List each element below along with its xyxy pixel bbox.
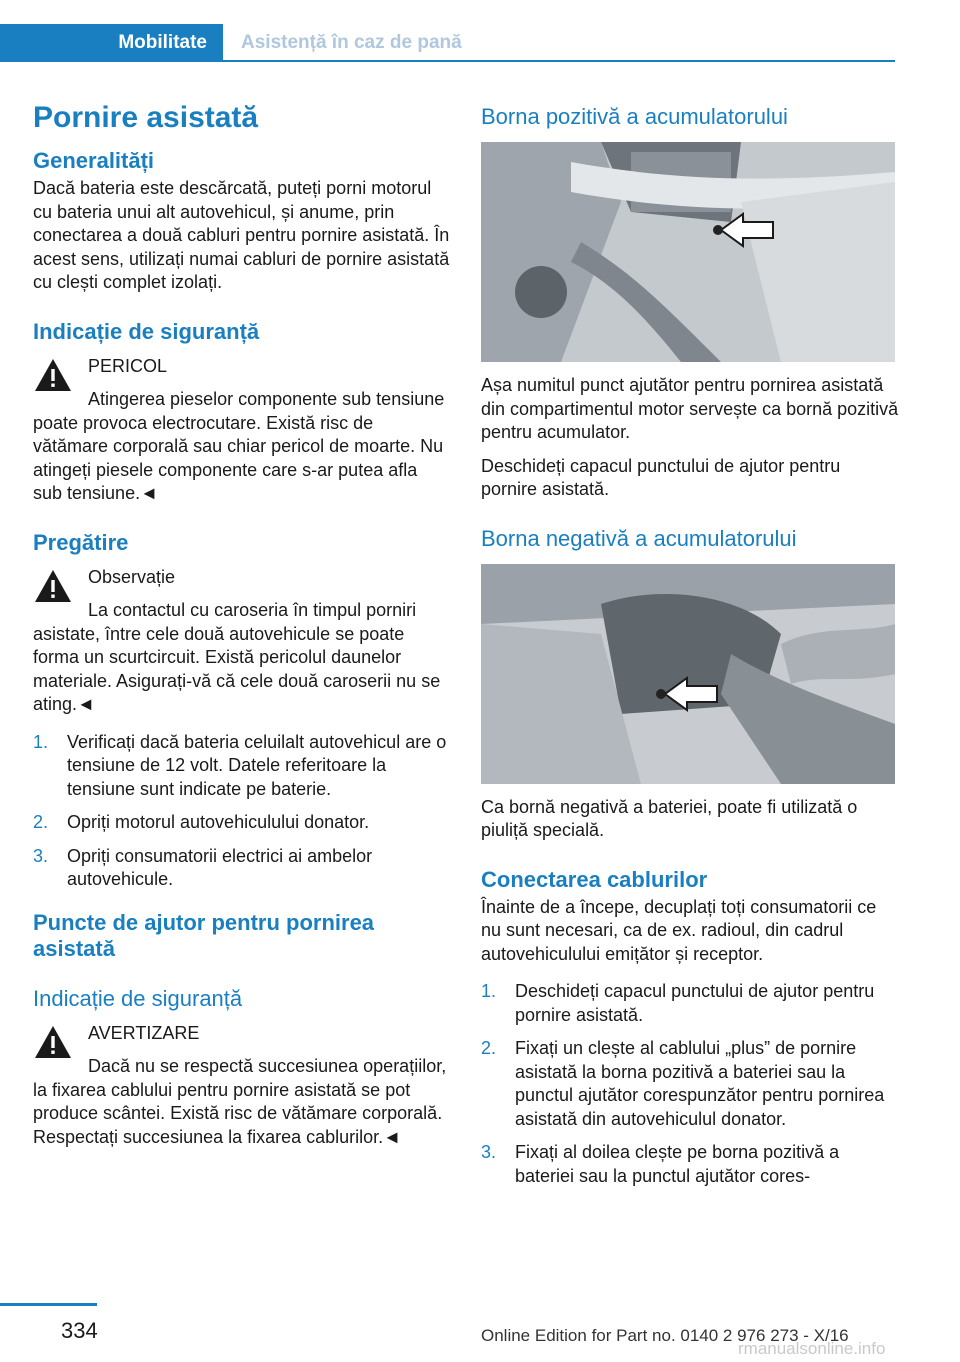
connect-text: Înainte de a începe, decuplați toți consumatorii ce nu sunt necesari, ca de ex. radioul, din cadrul autovehiculului emițător și receptor. <box>481 896 877 964</box>
points-heading: Puncte de ajutor pentru pornirea asistată <box>33 909 375 961</box>
warning-title: PERICOL <box>88 355 168 376</box>
safety-heading: Indicație de siguranță <box>33 318 260 344</box>
warning-notice <box>33 566 451 717</box>
page-number: 334 <box>61 1318 98 1343</box>
right-column <box>481 98 899 1198</box>
step-number: 2. <box>481 1038 497 1058</box>
step-text: Fixați un clește al cablului „plus” de pornire asistată la borna pozitivă a bateriei sau la punctul ajutător corespunzător pentru pornirea asistată din autovehiculul donator. <box>515 1038 885 1129</box>
step-number: 1. <box>33 731 49 752</box>
step-number: 3. <box>33 845 49 866</box>
warning-triangle-icon <box>33 568 73 604</box>
step-text: Verificați dacă bateria celuilalt autovehicul are o tensiune de 12 volt. Datele referitoare la tensiune sunt indicate pe baterie. <box>67 731 447 799</box>
negative-terminal-photo <box>481 564 895 784</box>
positive-terminal-photo <box>481 142 895 362</box>
connect-heading: Conectarea cablurilor <box>481 866 708 892</box>
left-column <box>33 98 451 1149</box>
step-text: Fixați al doilea clește pe borna pozitivă a bateriei sau la punctul ajutător cores- <box>515 1142 840 1186</box>
warning-triangle-icon <box>33 357 73 393</box>
prep-steps <box>33 731 451 892</box>
header-section-tab <box>0 24 223 62</box>
step-text: Deschideți capacul punctului de ajutor pentru pornire asistată. <box>515 981 875 1025</box>
edition-text: Online Edition for Part no. 0140 2 976 273 - X/16 <box>481 1326 849 1345</box>
watermark-text: rmanualsonline.info <box>738 1339 886 1358</box>
footer-rule <box>0 1303 97 1306</box>
list-item <box>481 1141 899 1188</box>
list-item <box>33 731 451 802</box>
step-number: 1. <box>481 981 497 1001</box>
negative-terminal-heading: Borna negativă a acumulatorului <box>481 525 797 551</box>
header-rule <box>0 60 895 62</box>
header-section-label: Mobilitate <box>118 32 207 53</box>
step-text: Opriți consumatorii electrici ai ambelor autovehicule. <box>67 845 373 889</box>
header-subsection: Asistență în caz de pană <box>241 32 462 53</box>
general-heading: Generalități <box>33 148 155 173</box>
warning-danger <box>33 355 451 506</box>
positive-terminal-text: Așa numitul punct ajutător pentru pornirea asistată din compartimentul motor servește ca bornă pozitivă pentru acumulator. <box>481 375 899 442</box>
list-item <box>481 1037 899 1131</box>
engine-bay-image <box>481 564 895 784</box>
warning-title: AVERTIZARE <box>88 1022 200 1043</box>
engine-bay-image <box>481 142 895 362</box>
list-item <box>33 845 451 892</box>
warning-caution <box>33 1022 451 1150</box>
warning-text: Atingerea pieselor componente sub tensiune poate provoca electrocutare. Există risc de vătămare corporală sau chiar pericol de moarte. Nu atingeți piesele componente care s-ar putea afla sub tensiune.◄ <box>33 389 445 503</box>
prep-heading: Pregătire <box>33 529 129 555</box>
negative-terminal-text: Ca bornă negativă a bateriei, poate fi utilizată o piuliță specială. <box>481 796 858 840</box>
warning-title: Observație <box>88 566 176 587</box>
safety2-heading: Indicație de siguranță <box>33 985 243 1011</box>
positive-terminal-text-2: Deschideți capacul punctului de ajutor pentru pornire asistată. <box>481 455 841 499</box>
page-title: Pornire asistată <box>33 101 259 134</box>
connect-steps <box>481 980 899 1188</box>
list-item <box>33 811 451 835</box>
step-number: 3. <box>481 1142 497 1162</box>
step-text: Opriți motorul autovehiculului donator. <box>67 812 370 832</box>
warning-text: La contactul cu caroseria în timpul porniri asistate, între cele două autovehicule se poate forma un scurtcircuit. Există pericolul daunelor materiale. Asigurați-vă că cele două caroserii nu se ating.◄ <box>33 600 441 714</box>
general-text: Dacă bateria este descărcată, puteți porni motorul cu bateria unui alt autovehicul, și anume, prin conectarea a două cabluri pentru pornire asistată. În acest sens, utilizați numai cabluri de pornire asistată cu clești complet izolați. <box>33 178 450 292</box>
warning-triangle-icon <box>33 1024 73 1060</box>
step-number: 2. <box>33 812 49 832</box>
warning-text: Dacă nu se respectă succesiunea operațiilor, la fixarea cablului pentru pornire asistată se pot produce scântei. Există risc de vătămare corporală. Respectați succesiunea la fixarea cablurilor.◄ <box>33 1056 447 1147</box>
positive-terminal-heading: Borna pozitivă a acumulatorului <box>481 104 788 129</box>
list-item <box>481 980 899 1027</box>
